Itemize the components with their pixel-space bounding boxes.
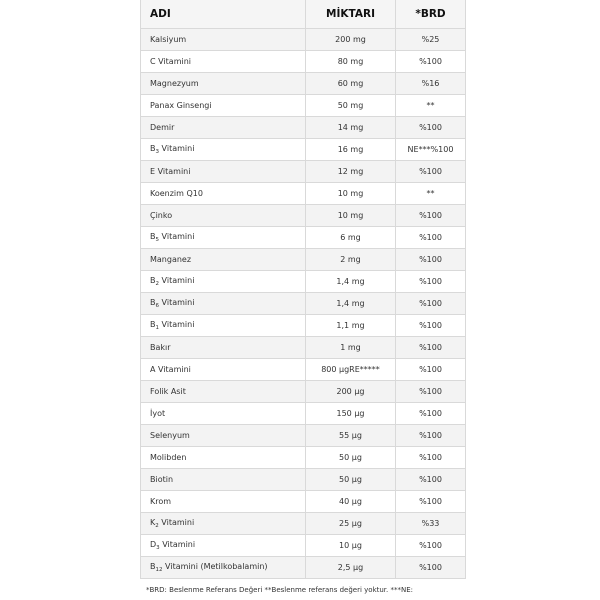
nutrient-name-suffix: Vitamini <box>159 231 195 241</box>
table-body <box>141 28 466 578</box>
nutrient-name-text: Çinko <box>150 210 173 220</box>
nutrient-amount: 1,4 mg <box>306 270 396 292</box>
nutrient-name-text: İyot <box>150 408 166 418</box>
nutrient-amount: 25 µg <box>306 512 396 534</box>
nutrient-name-text: E Vitamini <box>150 166 191 176</box>
nutrient-amount: 60 mg <box>306 72 396 94</box>
nutrient-amount: 50 µg <box>306 468 396 490</box>
nutrient-amount: 50 µg <box>306 446 396 468</box>
table-row <box>141 204 466 226</box>
nutrient-amount: 1,4 mg <box>306 292 396 314</box>
nutrient-brd: %100 <box>396 160 466 182</box>
nutrient-name <box>141 72 306 94</box>
table-row <box>141 468 466 490</box>
nutrient-name <box>141 292 306 314</box>
nutrient-subscript: 1 <box>155 324 159 331</box>
table-row <box>141 182 466 204</box>
nutrient-brd: %100 <box>396 446 466 468</box>
nutrient-name <box>141 138 306 160</box>
nutrient-brd: %100 <box>396 380 466 402</box>
nutrition-table <box>140 0 466 579</box>
nutrient-name-text: C Vitamini <box>150 56 191 66</box>
table-row <box>141 292 466 314</box>
nutrient-name <box>141 314 306 336</box>
nutrient-amount: 200 mg <box>306 28 396 50</box>
nutrient-name <box>141 468 306 490</box>
nutrient-amount: 6 mg <box>306 226 396 248</box>
nutrient-amount: 1,1 mg <box>306 314 396 336</box>
nutrient-subscript: 5 <box>155 236 159 243</box>
nutrient-brd: %100 <box>396 336 466 358</box>
nutrient-name-text: Magnezyum <box>150 78 199 88</box>
nutrient-name <box>141 380 306 402</box>
table-row <box>141 446 466 468</box>
nutrient-name <box>141 402 306 424</box>
nutrient-brd: %100 <box>396 270 466 292</box>
nutrient-amount: 2,5 µg <box>306 556 396 578</box>
nutrient-name-text: B <box>150 143 156 153</box>
table-row <box>141 336 466 358</box>
table-row <box>141 50 466 72</box>
nutrient-brd: %100 <box>396 50 466 72</box>
nutrient-name-text: Kalsiyum <box>150 34 187 44</box>
nutrient-name <box>141 182 306 204</box>
nutrient-brd: NE***%100 <box>396 138 466 160</box>
nutrient-name <box>141 358 306 380</box>
footnote: *BRD: Beslenme Referans Değeri **Beslenme referans değeri yoktur. ***NE: <box>146 586 414 594</box>
nutrient-name <box>141 94 306 116</box>
table-row <box>141 380 466 402</box>
nutrient-amount: 80 mg <box>306 50 396 72</box>
header-name: ADI <box>141 0 306 28</box>
nutrient-brd: %100 <box>396 424 466 446</box>
nutrient-brd: %100 <box>396 292 466 314</box>
nutrient-name-text: B <box>150 275 156 285</box>
nutrient-name-text: B <box>150 319 156 329</box>
nutrient-name-text: Koenzim Q10 <box>150 188 203 198</box>
nutrient-name <box>141 50 306 72</box>
table-row <box>141 314 466 336</box>
table-row <box>141 94 466 116</box>
nutrient-subscript: 3 <box>156 544 160 551</box>
table-row <box>141 116 466 138</box>
nutrient-amount: 12 mg <box>306 160 396 182</box>
nutrient-name-text: Panax Ginsengi <box>150 100 212 110</box>
nutrient-amount: 55 µg <box>306 424 396 446</box>
table-row <box>141 512 466 534</box>
nutrient-brd: %100 <box>396 358 466 380</box>
nutrient-name <box>141 28 306 50</box>
nutrient-name <box>141 116 306 138</box>
nutrient-amount: 150 µg <box>306 402 396 424</box>
nutrient-brd: %100 <box>396 402 466 424</box>
nutrient-brd: %100 <box>396 116 466 138</box>
table-row <box>141 270 466 292</box>
nutrient-name-text: Manganez <box>150 254 192 264</box>
nutrient-brd: %100 <box>396 556 466 578</box>
nutrient-name <box>141 424 306 446</box>
nutrient-name-text: B <box>150 297 156 307</box>
nutrient-subscript: 12 <box>155 566 163 573</box>
nutrient-brd: ** <box>396 94 466 116</box>
nutrient-name-suffix: Vitamini <box>159 297 195 307</box>
header-amount: MİKTARI <box>306 0 396 28</box>
nutrient-name <box>141 226 306 248</box>
nutrient-subscript: 6 <box>155 302 159 309</box>
nutrient-brd: %25 <box>396 28 466 50</box>
nutrient-amount: 50 mg <box>306 94 396 116</box>
table-row <box>141 160 466 182</box>
nutrient-name-text: A Vitamini <box>150 364 191 374</box>
nutrient-name-text: Demir <box>150 122 175 132</box>
table-row <box>141 490 466 512</box>
nutrient-amount: 800 µgRE***** <box>306 358 396 380</box>
table-row <box>141 402 466 424</box>
nutrient-amount: 10 µg <box>306 534 396 556</box>
nutrient-amount: 10 mg <box>306 182 396 204</box>
nutrient-amount: 1 mg <box>306 336 396 358</box>
table-row <box>141 556 466 578</box>
nutrient-brd: %100 <box>396 226 466 248</box>
nutrient-name-suffix: Vitamini <box>158 517 195 527</box>
table-row <box>141 534 466 556</box>
nutrient-amount: 10 mg <box>306 204 396 226</box>
nutrient-name <box>141 204 306 226</box>
nutrient-name-text: Molibden <box>150 452 187 462</box>
nutrient-name-suffix: Vitamini <box>159 275 195 285</box>
table-row <box>141 358 466 380</box>
nutrient-amount: 200 µg <box>306 380 396 402</box>
nutrient-name-suffix: Vitamini <box>159 539 196 549</box>
nutrient-name-text: B <box>150 561 156 571</box>
nutrient-amount: 2 mg <box>306 248 396 270</box>
nutrient-name-suffix: Vitamini <box>159 143 195 153</box>
nutrient-name <box>141 336 306 358</box>
nutrient-name <box>141 446 306 468</box>
nutrient-amount: 40 µg <box>306 490 396 512</box>
nutrient-brd: %16 <box>396 72 466 94</box>
nutrient-amount: 14 mg <box>306 116 396 138</box>
header-brd: *BRD <box>396 0 466 28</box>
nutrient-name <box>141 248 306 270</box>
nutrition-table-container <box>140 0 465 600</box>
nutrient-brd: ** <box>396 182 466 204</box>
nutrient-subscript: 2 <box>155 280 159 287</box>
nutrient-name-suffix: Vitamini (Metilkobalamin) <box>162 561 268 571</box>
nutrient-brd: %100 <box>396 490 466 512</box>
table-header-row <box>141 0 466 28</box>
table-row <box>141 424 466 446</box>
table-row <box>141 226 466 248</box>
nutrient-brd: %100 <box>396 534 466 556</box>
nutrient-brd: %100 <box>396 314 466 336</box>
nutrient-brd: %100 <box>396 204 466 226</box>
nutrient-name <box>141 556 306 578</box>
nutrient-name <box>141 160 306 182</box>
nutrient-name <box>141 270 306 292</box>
nutrient-name <box>141 512 306 534</box>
nutrient-name-text: Biotin <box>150 474 174 484</box>
nutrient-name-text: Folik Asit <box>150 386 186 396</box>
nutrient-subscript: 2 <box>155 522 159 529</box>
nutrient-name-text: Selenyum <box>150 430 190 440</box>
nutrient-name <box>141 490 306 512</box>
table-row <box>141 28 466 50</box>
nutrient-name-text: Krom <box>150 496 172 506</box>
table-row <box>141 138 466 160</box>
nutrient-subscript: 3 <box>155 148 159 155</box>
nutrient-amount: 16 mg <box>306 138 396 160</box>
nutrient-name-text: D <box>150 539 157 549</box>
nutrient-brd: %100 <box>396 468 466 490</box>
nutrient-name <box>141 534 306 556</box>
nutrient-name-text: B <box>150 231 156 241</box>
nutrient-name-suffix: Vitamini <box>159 319 195 329</box>
nutrient-brd: %33 <box>396 512 466 534</box>
table-row <box>141 72 466 94</box>
nutrient-brd: %100 <box>396 248 466 270</box>
nutrient-name-text: Bakır <box>150 342 171 352</box>
nutrient-name-text: K <box>150 517 156 527</box>
table-row <box>141 248 466 270</box>
